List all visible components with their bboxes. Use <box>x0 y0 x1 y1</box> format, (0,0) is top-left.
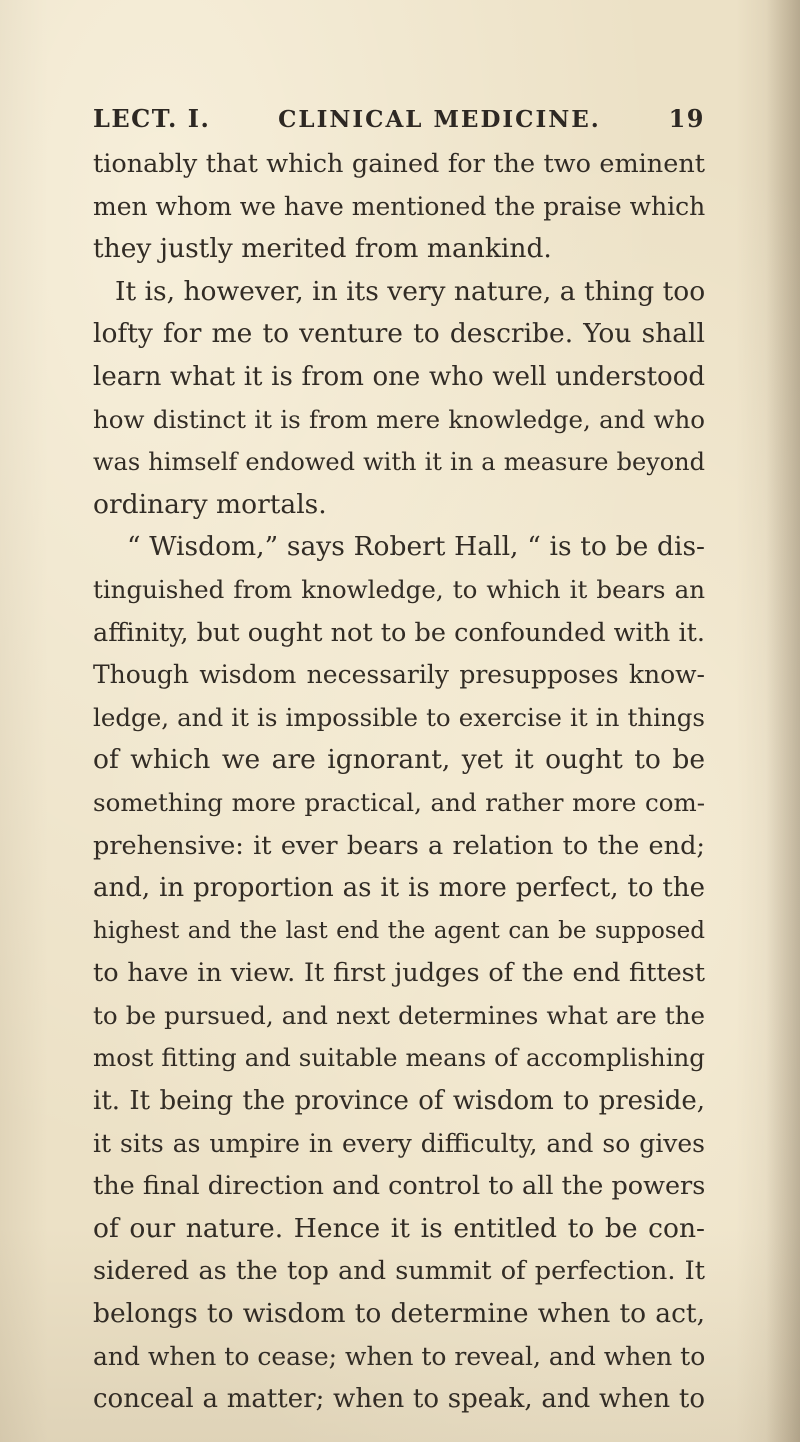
text-line: how distinct it is from mere knowledge, and who <box>93 404 705 434</box>
text-line: and when to cease; when to reveal, and when to <box>93 1341 706 1371</box>
text-line: ordinary mortals. <box>93 488 327 520</box>
body-text <box>93 143 705 1421</box>
text-line: was himself endowed with it in a measure beyond <box>93 448 705 477</box>
lecture-label: LECT. I. <box>93 104 211 133</box>
text-line: “ Wisdom,” says Robert Hall, “ is to be dis- <box>127 531 705 563</box>
text-line: of our nature. Hence it is entitled to be con- <box>93 1212 705 1244</box>
text-line: ledge, and it is impossible to exercise it in things <box>93 702 705 732</box>
text-line: conceal a matter; when to speak, and when to <box>93 1384 705 1415</box>
running-title: CLINICAL MEDICINE. <box>278 106 601 133</box>
text-line: and, in proportion as it is more perfect, to the <box>93 873 705 904</box>
text-line: highest and the last end the agent can be supposed <box>93 917 705 944</box>
text-line: Though wisdom necessarily presupposes know- <box>93 660 705 690</box>
text-line: the final direction and control to all the powers <box>93 1171 706 1202</box>
page-number: 19 <box>668 104 705 133</box>
text-line: to have in view. It first judges of the end fittest <box>93 958 705 989</box>
text-line: lofty for me to venture to describe. You shall <box>93 318 705 350</box>
text-line: most fitting and suitable means of accomplishing <box>93 1043 705 1073</box>
text-line: tinguished from knowledge, to which it bears an <box>93 574 705 604</box>
text-line: it. It being the province of wisdom to preside, <box>93 1086 705 1117</box>
page-edge-shadow <box>766 0 800 1442</box>
text-line: belongs to wisdom to determine when to act, <box>93 1298 705 1330</box>
text-line: sidered as the top and summit of perfection. It <box>93 1256 705 1287</box>
text-line: affinity, but ought not to be confounded with it. <box>93 617 705 648</box>
text-line: of which we are ignorant, yet it ought to be <box>93 744 705 776</box>
text-line: something more practical, and rather more com- <box>93 787 705 817</box>
text-line: they justly merited from mankind. <box>93 233 552 265</box>
text-line: It is, however, in its very nature, a thing too <box>115 275 706 307</box>
text-line: it sits as umpire in every difficulty, and so gives <box>93 1128 705 1158</box>
text-line: tionably that which gained for the two eminent <box>93 149 705 179</box>
text-line: learn what it is from one who well understood <box>93 361 705 392</box>
running-head <box>93 104 705 138</box>
text-line: to be pursued, and next determines what are the <box>93 1000 705 1030</box>
text-line: prehensive: it ever bears a relation to the end; <box>93 830 705 861</box>
text-line: men whom we have mentioned the praise which <box>93 191 706 221</box>
